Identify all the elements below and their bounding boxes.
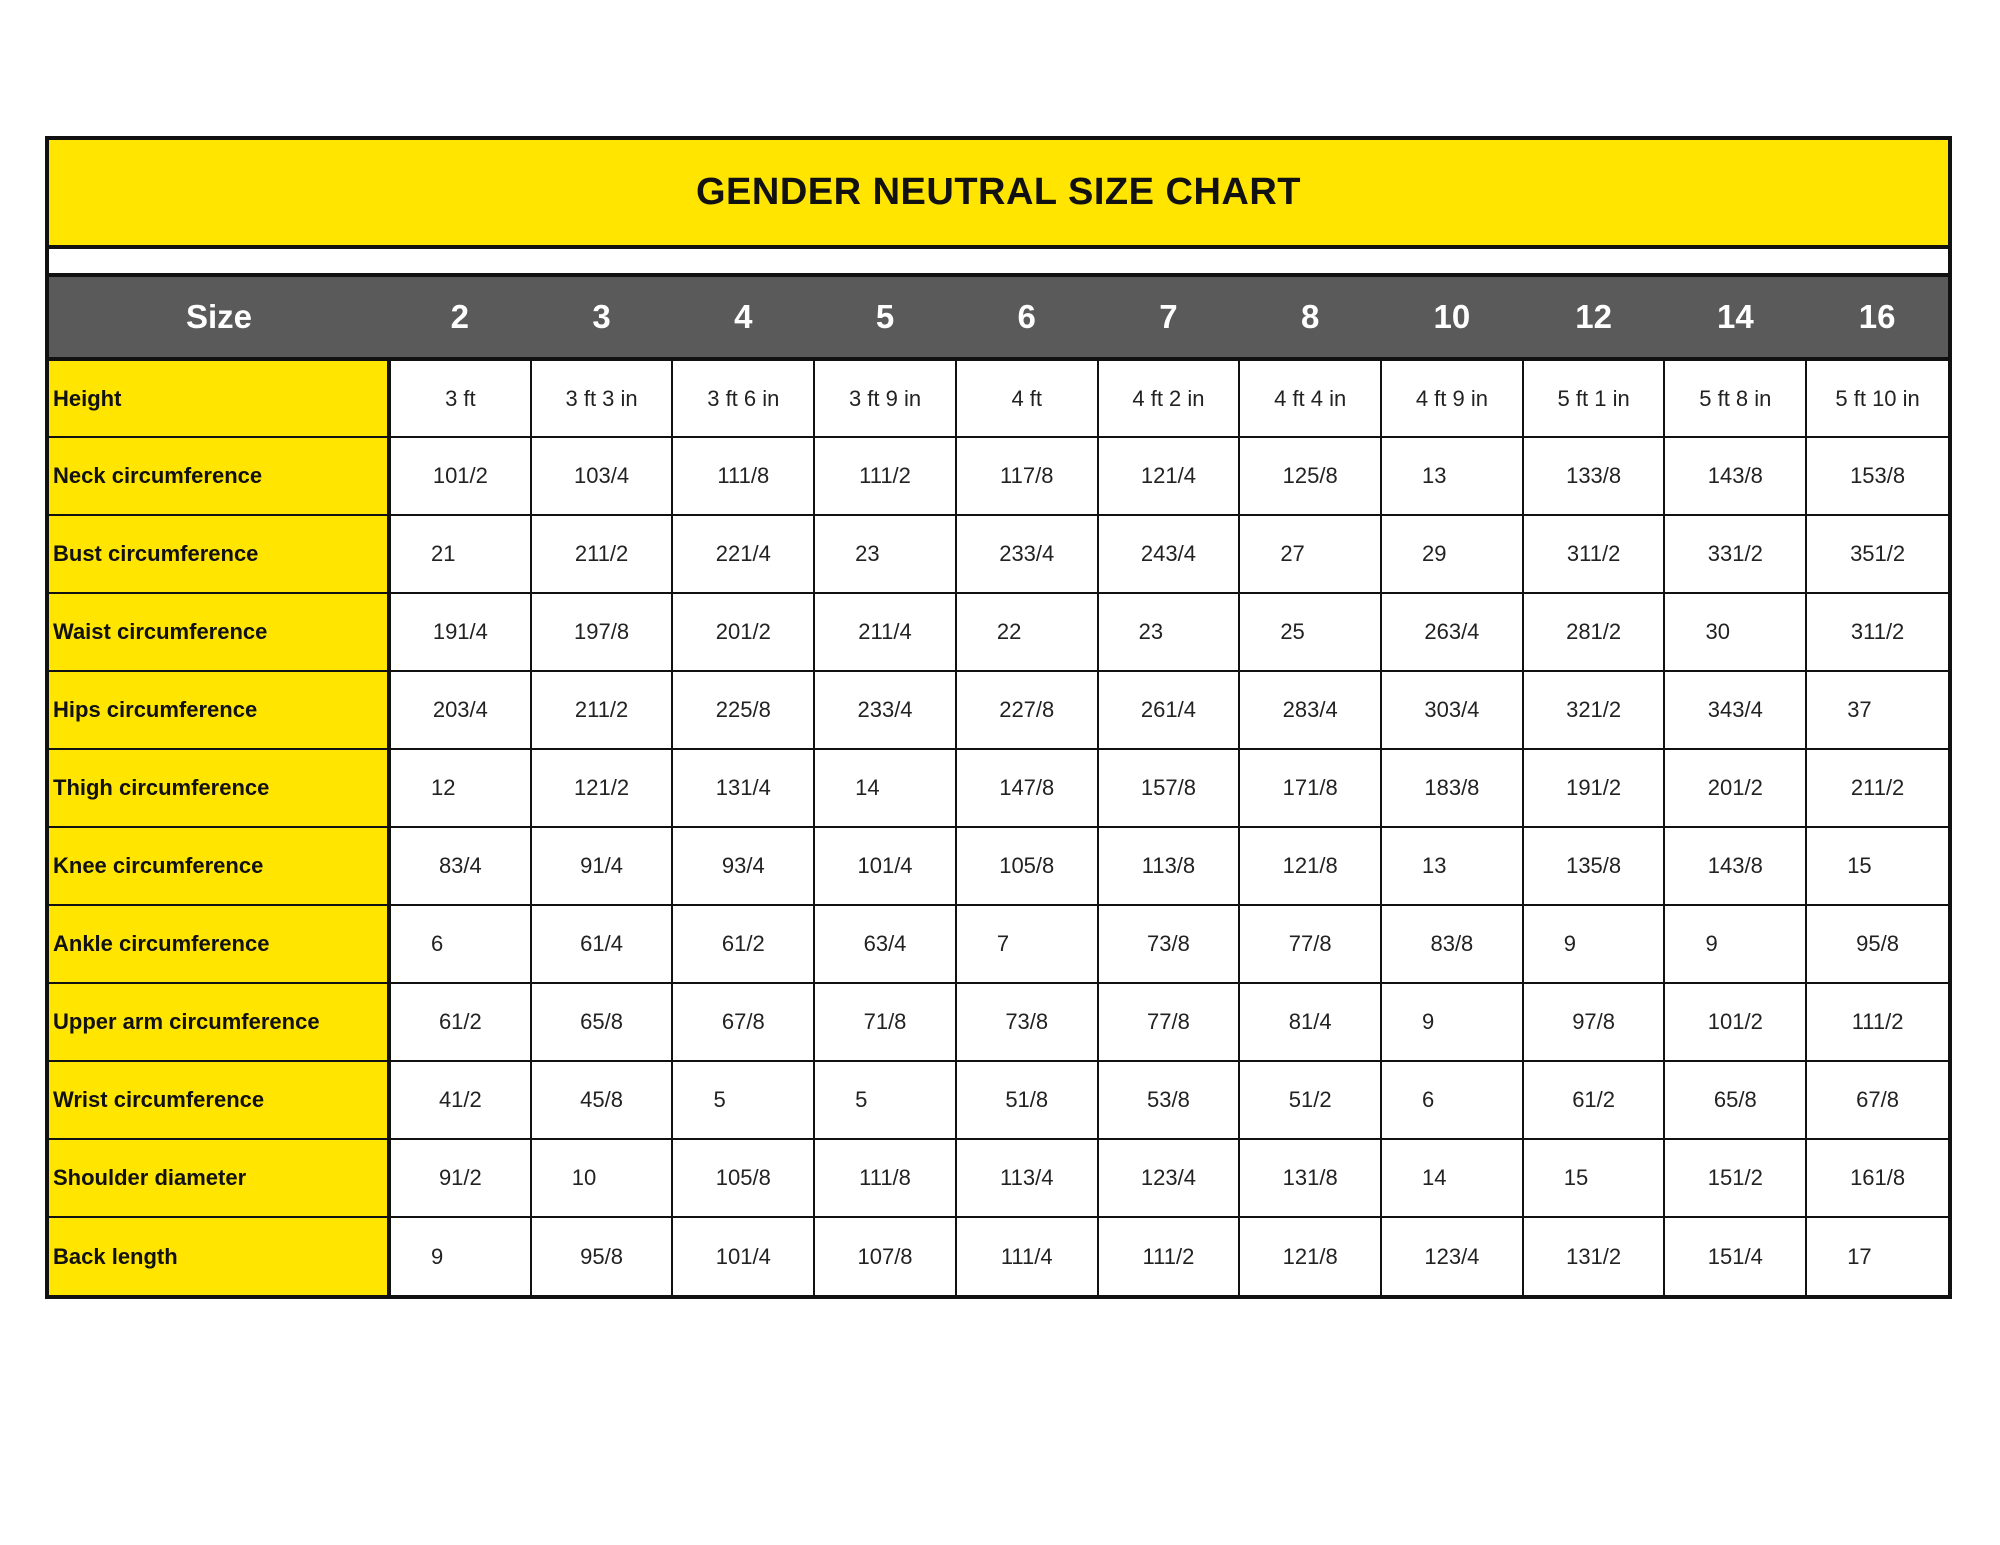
value-cell: 101/2 — [1664, 983, 1806, 1061]
value-cell: 12 — [389, 749, 531, 827]
value-cell: 77/8 — [1098, 983, 1240, 1061]
table-row — [49, 827, 1948, 905]
size-header-cell: 8 — [1239, 277, 1381, 359]
value-cell: 83/8 — [1381, 905, 1523, 983]
value-cell: 203/4 — [389, 671, 531, 749]
value-cell: 151/4 — [1664, 1217, 1806, 1295]
value-cell: 6 — [389, 905, 531, 983]
value-cell: 53/8 — [1098, 1061, 1240, 1139]
value-cell: 311/2 — [1806, 593, 1948, 671]
value-cell: 107/8 — [814, 1217, 956, 1295]
value-cell: 183/8 — [1381, 749, 1523, 827]
value-cell: 9 — [1523, 905, 1665, 983]
table-row — [49, 593, 1948, 671]
value-cell: 211/2 — [531, 671, 673, 749]
size-header-label: Size — [49, 277, 389, 359]
value-cell: 225/8 — [672, 671, 814, 749]
table-row — [49, 749, 1948, 827]
value-cell: 111/4 — [956, 1217, 1098, 1295]
value-cell: 14 — [1381, 1139, 1523, 1217]
value-cell: 331/2 — [1664, 515, 1806, 593]
size-chart — [45, 136, 1952, 1299]
value-cell: 3 ft 6 in — [672, 359, 814, 437]
value-cell: 3 ft 9 in — [814, 359, 956, 437]
size-header-cell: 6 — [956, 277, 1098, 359]
value-cell: 51/2 — [1239, 1061, 1381, 1139]
value-cell: 25 — [1239, 593, 1381, 671]
value-cell: 101/4 — [814, 827, 956, 905]
value-cell: 4 ft — [956, 359, 1098, 437]
value-cell: 6 — [1381, 1061, 1523, 1139]
table-row — [49, 983, 1948, 1061]
table-row — [49, 515, 1948, 593]
row-label: Height — [49, 359, 389, 437]
value-cell: 343/4 — [1664, 671, 1806, 749]
value-cell: 83/4 — [389, 827, 531, 905]
row-label: Neck circumference — [49, 437, 389, 515]
row-label: Thigh circumference — [49, 749, 389, 827]
value-cell: 63/4 — [814, 905, 956, 983]
value-cell: 233/4 — [956, 515, 1098, 593]
value-cell: 103/4 — [531, 437, 673, 515]
value-cell: 211/2 — [531, 515, 673, 593]
value-cell: 5 — [672, 1061, 814, 1139]
value-cell: 15 — [1523, 1139, 1665, 1217]
value-cell: 201/2 — [1664, 749, 1806, 827]
table-body — [49, 359, 1948, 1295]
value-cell: 73/8 — [1098, 905, 1240, 983]
value-cell: 131/2 — [1523, 1217, 1665, 1295]
value-cell: 201/2 — [672, 593, 814, 671]
value-cell: 221/4 — [672, 515, 814, 593]
value-cell: 161/8 — [1806, 1139, 1948, 1217]
title-bar — [49, 140, 1948, 249]
size-header-cell: 5 — [814, 277, 956, 359]
size-header-cell: 7 — [1098, 277, 1240, 359]
size-header-cell: 3 — [531, 277, 673, 359]
table-row — [49, 437, 1948, 515]
size-header-cell: 2 — [389, 277, 531, 359]
row-label: Upper arm circumference — [49, 983, 389, 1061]
value-cell: 97/8 — [1523, 983, 1665, 1061]
value-cell: 211/2 — [1806, 749, 1948, 827]
value-cell: 45/8 — [531, 1061, 673, 1139]
value-cell: 81/4 — [1239, 983, 1381, 1061]
value-cell: 111/2 — [1098, 1217, 1240, 1295]
row-label: Knee circumference — [49, 827, 389, 905]
value-cell: 123/4 — [1381, 1217, 1523, 1295]
value-cell: 13 — [1381, 827, 1523, 905]
value-cell: 113/8 — [1098, 827, 1240, 905]
table-row — [49, 1061, 1948, 1139]
value-cell: 4 ft 2 in — [1098, 359, 1240, 437]
value-cell: 111/8 — [672, 437, 814, 515]
value-cell: 3 ft — [389, 359, 531, 437]
value-cell: 135/8 — [1523, 827, 1665, 905]
value-cell: 105/8 — [672, 1139, 814, 1217]
value-cell: 14 — [814, 749, 956, 827]
value-cell: 321/2 — [1523, 671, 1665, 749]
value-cell: 61/2 — [1523, 1061, 1665, 1139]
value-cell: 121/4 — [1098, 437, 1240, 515]
value-cell: 211/4 — [814, 593, 956, 671]
value-cell: 17 — [1806, 1217, 1948, 1295]
value-cell: 51/8 — [956, 1061, 1098, 1139]
value-cell: 22 — [956, 593, 1098, 671]
value-cell: 5 ft 10 in — [1806, 359, 1948, 437]
size-table — [49, 277, 1948, 1295]
value-cell: 143/8 — [1664, 827, 1806, 905]
row-label: Back length — [49, 1217, 389, 1295]
value-cell: 13 — [1381, 437, 1523, 515]
value-cell: 93/4 — [672, 827, 814, 905]
row-label: Wrist circumference — [49, 1061, 389, 1139]
value-cell: 153/8 — [1806, 437, 1948, 515]
value-cell: 131/8 — [1239, 1139, 1381, 1217]
value-cell: 10 — [531, 1139, 673, 1217]
value-cell: 91/2 — [389, 1139, 531, 1217]
value-cell: 197/8 — [531, 593, 673, 671]
value-cell: 37 — [1806, 671, 1948, 749]
value-cell: 41/2 — [389, 1061, 531, 1139]
value-cell: 281/2 — [1523, 593, 1665, 671]
value-cell: 61/2 — [389, 983, 531, 1061]
value-cell: 121/8 — [1239, 1217, 1381, 1295]
value-cell: 303/4 — [1381, 671, 1523, 749]
value-cell: 5 ft 8 in — [1664, 359, 1806, 437]
row-label: Bust circumference — [49, 515, 389, 593]
value-cell: 131/4 — [672, 749, 814, 827]
value-cell: 101/4 — [672, 1217, 814, 1295]
value-cell: 5 ft 1 in — [1523, 359, 1665, 437]
value-cell: 67/8 — [1806, 1061, 1948, 1139]
value-cell: 7 — [956, 905, 1098, 983]
value-cell: 95/8 — [1806, 905, 1948, 983]
value-cell: 283/4 — [1239, 671, 1381, 749]
table-row — [49, 671, 1948, 749]
value-cell: 23 — [1098, 593, 1240, 671]
value-cell: 191/4 — [389, 593, 531, 671]
value-cell: 4 ft 4 in — [1239, 359, 1381, 437]
chart-title: GENDER NEUTRAL SIZE CHART — [695, 171, 1302, 213]
table-row — [49, 1217, 1948, 1295]
row-label: Ankle circumference — [49, 905, 389, 983]
value-cell: 117/8 — [956, 437, 1098, 515]
value-cell: 9 — [1664, 905, 1806, 983]
size-header-cell: 14 — [1664, 277, 1806, 359]
value-cell: 3 ft 3 in — [531, 359, 673, 437]
value-cell: 4 ft 9 in — [1381, 359, 1523, 437]
size-header-cell: 4 — [672, 277, 814, 359]
value-cell: 133/8 — [1523, 437, 1665, 515]
size-header-cell: 16 — [1806, 277, 1948, 359]
value-cell: 71/8 — [814, 983, 956, 1061]
size-header-cell: 12 — [1523, 277, 1665, 359]
value-cell: 95/8 — [531, 1217, 673, 1295]
value-cell: 105/8 — [956, 827, 1098, 905]
row-label: Waist circumference — [49, 593, 389, 671]
header-row — [49, 277, 1948, 359]
value-cell: 91/4 — [531, 827, 673, 905]
value-cell: 30 — [1664, 593, 1806, 671]
value-cell: 351/2 — [1806, 515, 1948, 593]
value-cell: 73/8 — [956, 983, 1098, 1061]
value-cell: 227/8 — [956, 671, 1098, 749]
value-cell: 111/2 — [1806, 983, 1948, 1061]
value-cell: 77/8 — [1239, 905, 1381, 983]
value-cell: 5 — [814, 1061, 956, 1139]
value-cell: 61/4 — [531, 905, 673, 983]
value-cell: 61/2 — [672, 905, 814, 983]
size-header-cell: 10 — [1381, 277, 1523, 359]
row-label: Hips circumference — [49, 671, 389, 749]
value-cell: 157/8 — [1098, 749, 1240, 827]
value-cell: 121/8 — [1239, 827, 1381, 905]
value-cell: 29 — [1381, 515, 1523, 593]
value-cell: 243/4 — [1098, 515, 1240, 593]
value-cell: 121/2 — [531, 749, 673, 827]
value-cell: 147/8 — [956, 749, 1098, 827]
spacer-row — [49, 249, 1948, 277]
value-cell: 113/4 — [956, 1139, 1098, 1217]
value-cell: 67/8 — [672, 983, 814, 1061]
value-cell: 261/4 — [1098, 671, 1240, 749]
value-cell: 9 — [1381, 983, 1523, 1061]
value-cell: 191/2 — [1523, 749, 1665, 827]
value-cell: 263/4 — [1381, 593, 1523, 671]
value-cell: 123/4 — [1098, 1139, 1240, 1217]
value-cell: 143/8 — [1664, 437, 1806, 515]
value-cell: 111/2 — [814, 437, 956, 515]
table-row — [49, 1139, 1948, 1217]
value-cell: 23 — [814, 515, 956, 593]
value-cell: 151/2 — [1664, 1139, 1806, 1217]
value-cell: 65/8 — [1664, 1061, 1806, 1139]
value-cell: 101/2 — [389, 437, 531, 515]
value-cell: 27 — [1239, 515, 1381, 593]
row-label: Shoulder diameter — [49, 1139, 389, 1217]
value-cell: 125/8 — [1239, 437, 1381, 515]
value-cell: 15 — [1806, 827, 1948, 905]
value-cell: 311/2 — [1523, 515, 1665, 593]
value-cell: 9 — [389, 1217, 531, 1295]
value-cell: 111/8 — [814, 1139, 956, 1217]
table-row — [49, 905, 1948, 983]
value-cell: 233/4 — [814, 671, 956, 749]
value-cell: 171/8 — [1239, 749, 1381, 827]
table-row — [49, 359, 1948, 437]
value-cell: 65/8 — [531, 983, 673, 1061]
value-cell: 21 — [389, 515, 531, 593]
